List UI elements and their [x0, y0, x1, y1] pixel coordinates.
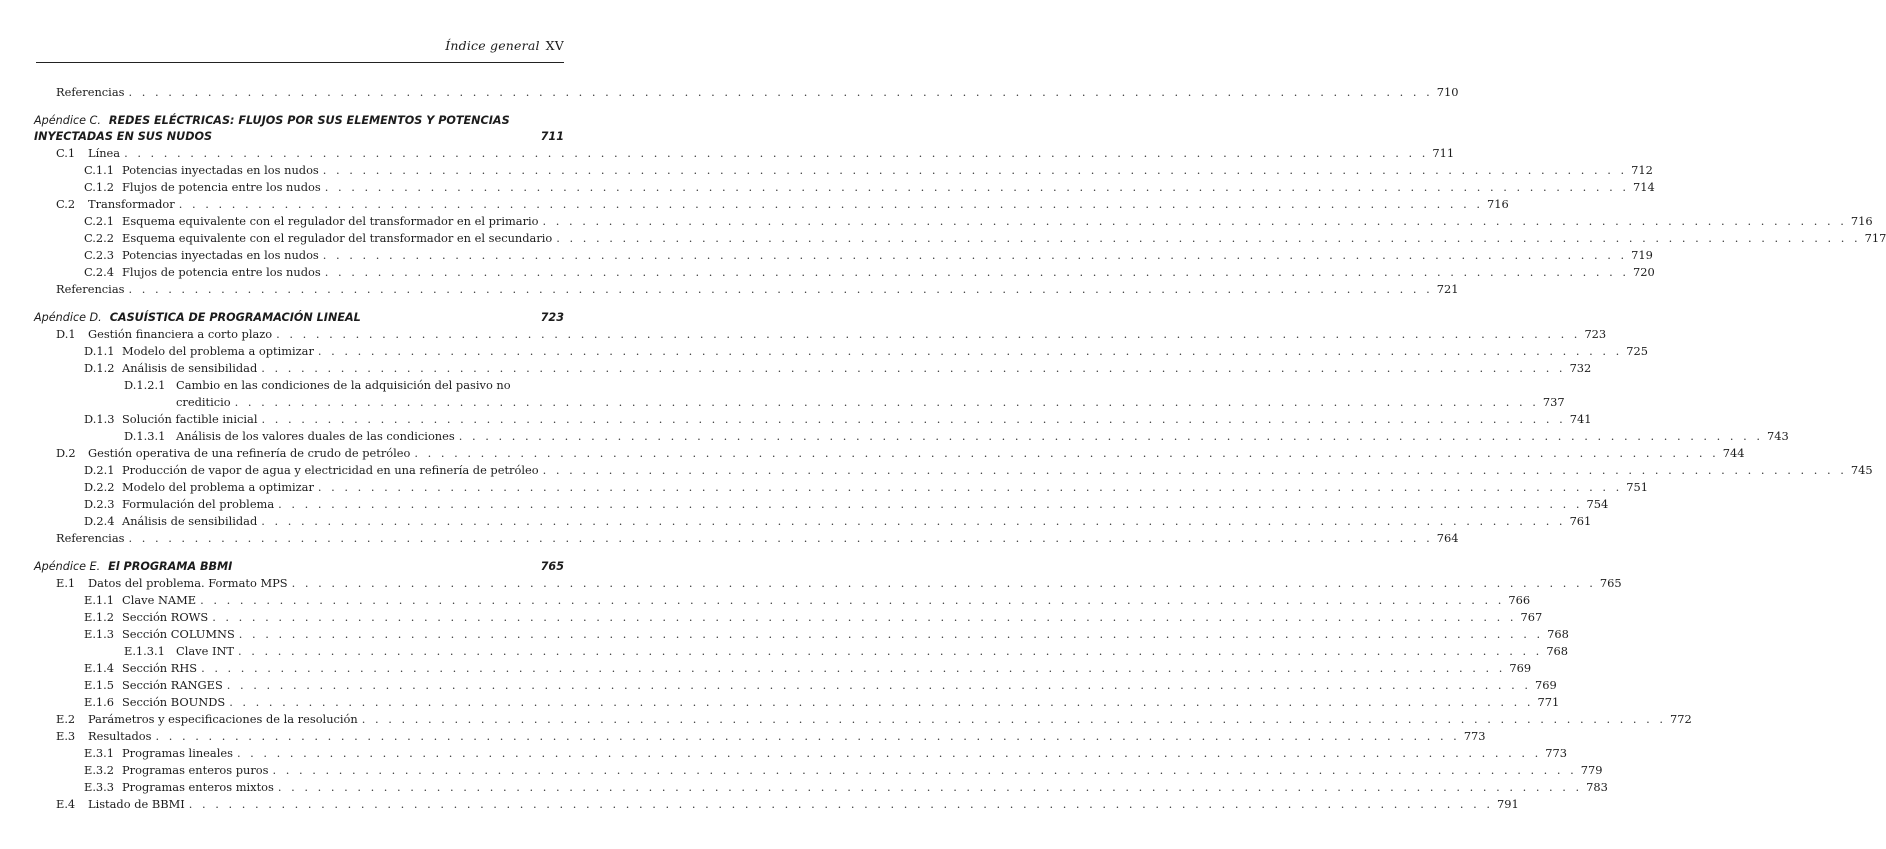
- toc-entry-number: D.2.1: [84, 463, 115, 477]
- running-head: [445, 38, 564, 53]
- dot-leader: [156, 728, 1460, 745]
- appendix-title: REDES ELÉCTRICAS: FLUJOS POR SUS ELEMENTOS Y POTENCIAS: [108, 114, 510, 127]
- appendix-title-continued: INYECTADAS EN SUS NUDOS: [34, 130, 213, 143]
- toc-entry[interactable]: [34, 711, 1692, 728]
- toc-entry-number: E.1.3.1: [124, 644, 165, 658]
- toc-entry-page: 769: [1509, 661, 1532, 675]
- dot-leader: [227, 677, 1531, 694]
- toc-entry-page: 771: [1537, 695, 1560, 709]
- toc-entry-title: Flujos de potencia entre los nudos: [122, 180, 321, 194]
- toc-entry-page: 716: [1850, 214, 1873, 228]
- references-entry[interactable]: [34, 84, 1459, 101]
- toc-entry-number: E.1.1: [84, 593, 115, 607]
- toc-entry[interactable]: [34, 326, 1607, 343]
- dot-leader: [325, 179, 1629, 196]
- toc-entry-number: E.3.2: [84, 763, 115, 777]
- toc-entry[interactable]: [34, 496, 1609, 513]
- toc-entry-page: 743: [1767, 429, 1789, 443]
- toc-entry-number: E.2: [56, 712, 76, 726]
- table-of-contents: [34, 84, 1886, 813]
- dot-leader: [128, 530, 1432, 547]
- dot-leader: [128, 281, 1432, 298]
- toc-entry-title: Solución factible inicial: [122, 412, 258, 426]
- toc-entry-number: E.1: [56, 576, 76, 590]
- toc-entry-title: Formulación del problema: [122, 497, 275, 511]
- toc-entry-title: Línea: [88, 146, 121, 160]
- toc-entry[interactable]: [34, 343, 1648, 360]
- toc-entry-number: C.1.2: [84, 180, 115, 194]
- toc-entry[interactable]: [34, 694, 1560, 711]
- toc-entry-page: 723: [1584, 327, 1607, 341]
- toc-entry[interactable]: [34, 592, 1531, 609]
- toc-entry-number: E.3.1: [84, 746, 115, 760]
- toc-entry-number: C.2.4: [84, 265, 115, 279]
- toc-entry-page: 754: [1586, 497, 1609, 511]
- toc-entry-number: E.1.5: [84, 678, 115, 692]
- appendix-label: Apéndice D.: [34, 311, 102, 324]
- toc-entry-number: D.2.2: [84, 480, 115, 494]
- dot-leader: [278, 496, 1582, 513]
- dot-leader: [318, 343, 1622, 360]
- dot-leader: [414, 445, 1718, 462]
- toc-entry[interactable]: [34, 643, 1569, 660]
- toc-entry-title: Análisis de sensibilidad: [122, 361, 258, 375]
- toc-entry-number: C.1.1: [84, 163, 115, 177]
- toc-entry[interactable]: [34, 677, 1557, 694]
- toc-entry-page: 711: [1432, 146, 1455, 160]
- toc-entry-page: 714: [1633, 180, 1655, 194]
- references-entry[interactable]: [34, 530, 1459, 547]
- dot-leader: [229, 694, 1533, 711]
- toc-entry-page: 773: [1463, 729, 1486, 743]
- toc-entry-number: E.4: [56, 797, 76, 811]
- toc-entry-title: Programas enteros mixtos: [122, 780, 274, 794]
- toc-entry-number: D.1.2.1: [124, 378, 166, 392]
- toc-entry[interactable]: [34, 660, 1532, 677]
- toc-entry[interactable]: [34, 230, 1886, 247]
- toc-entry-title: Potencias inyectadas en los nudos: [122, 248, 319, 262]
- dot-leader: [325, 264, 1629, 281]
- dot-leader: [459, 428, 1763, 445]
- toc-entry-page: 791: [1497, 797, 1519, 811]
- toc-entry-title: Flujos de potencia entre los nudos: [122, 265, 321, 279]
- toc-entry[interactable]: [34, 779, 1608, 796]
- toc-entry-number: D.1.2: [84, 361, 115, 375]
- toc-entry-title: Programas enteros puros: [122, 763, 269, 777]
- toc-entry-page: 745: [1850, 463, 1873, 477]
- appendix-title: El PROGRAMA BBMI: [108, 560, 233, 573]
- toc-entry-title: Datos del problema. Formato MPS: [88, 576, 288, 590]
- toc-entry[interactable]: [34, 513, 1592, 530]
- toc-entry-title: Gestión operativa de una refinería de crudo de petróleo: [88, 446, 411, 460]
- toc-entry[interactable]: [34, 462, 1873, 479]
- toc-entry[interactable]: [34, 796, 1519, 813]
- toc-entry-page: 769: [1535, 678, 1557, 692]
- toc-entry-number: E.1.6: [84, 695, 115, 709]
- toc-entry-page: 719: [1631, 248, 1653, 262]
- toc-entry[interactable]: [34, 247, 1653, 264]
- toc-entry-number: C.2.1: [84, 214, 115, 228]
- dot-leader: [556, 230, 1860, 247]
- appendix-label: Apéndice E.: [34, 560, 101, 573]
- toc-entry-page: 751: [1626, 480, 1648, 494]
- dot-leader: [239, 626, 1543, 643]
- toc-entry-title: Programas lineales: [122, 746, 233, 760]
- toc-entry-title: Sección RHS: [122, 661, 198, 675]
- toc-entry-page: 717: [1864, 231, 1886, 245]
- appendix-heading[interactable]: [34, 310, 564, 326]
- toc-entry-title: Listado de BBMI: [88, 797, 185, 811]
- dot-leader: [124, 145, 1428, 162]
- toc-entry-title: Referencias: [56, 282, 125, 296]
- toc-entry-page: 725: [1626, 344, 1648, 358]
- header-rule: [36, 62, 564, 63]
- toc-entry-page: 720: [1633, 265, 1655, 279]
- appendix-page: 711: [540, 130, 564, 143]
- toc-entry-number: D.1.3: [84, 412, 115, 426]
- toc-entry-page: 767: [1520, 610, 1543, 624]
- toc-entry-title: Clave NAME: [122, 593, 197, 607]
- toc-entry-title: Parámetros y especificaciones de la resolución: [88, 712, 358, 726]
- toc-entry-title: Clave INT: [176, 644, 235, 658]
- references-entry[interactable]: [34, 281, 1459, 298]
- dot-leader: [212, 609, 1516, 626]
- toc-entry-page: 765: [1599, 576, 1622, 590]
- toc-entry-number: D.1: [56, 327, 76, 341]
- toc-entry-page: 766: [1508, 593, 1531, 607]
- toc-entry-page: 768: [1547, 627, 1569, 641]
- toc-entry[interactable]: [34, 762, 1603, 779]
- toc-entry-title: Transformador: [88, 197, 175, 211]
- dot-leader: [128, 84, 1432, 101]
- appendix-page: 723: [540, 311, 564, 324]
- dot-leader: [276, 326, 1580, 343]
- toc-entry-title: Sección RANGES: [122, 678, 223, 692]
- toc-entry[interactable]: [34, 145, 1455, 162]
- toc-entry[interactable]: [34, 360, 1592, 377]
- toc-entry-page: 773: [1545, 746, 1567, 760]
- toc-entry[interactable]: [34, 377, 1565, 411]
- appendix-label: Apéndice C.: [34, 114, 101, 127]
- toc-entry-title: Sección BOUNDS: [122, 695, 226, 709]
- toc-entry[interactable]: [34, 609, 1543, 626]
- running-head-page-number: XV: [545, 38, 564, 53]
- toc-entry-title: Cambio en las condiciones de la adquisición del pasivo no: [176, 378, 511, 392]
- toc-entry[interactable]: [34, 428, 1789, 445]
- toc-entry-page: 768: [1546, 644, 1569, 658]
- toc-entry-number: C.2.3: [84, 248, 115, 262]
- toc-entry[interactable]: [34, 479, 1648, 496]
- toc-entry-title-continued: crediticio: [176, 395, 231, 409]
- toc-entry-title: Gestión financiera a corto plazo: [88, 327, 273, 341]
- toc-entry[interactable]: [34, 162, 1653, 179]
- toc-entry[interactable]: [34, 445, 1745, 462]
- toc-entry-number: D.2: [56, 446, 76, 460]
- toc-entry-title: Referencias: [56, 531, 125, 545]
- toc-entry-page: 732: [1569, 361, 1592, 375]
- toc-entry-title: Modelo del problema a optimizar: [122, 480, 314, 494]
- toc-entry[interactable]: [34, 196, 1509, 213]
- dot-leader: [261, 360, 1565, 377]
- dot-leader: [318, 479, 1622, 496]
- dot-leader: [189, 796, 1493, 813]
- toc-entry-number: D.2.4: [84, 514, 115, 528]
- toc-entry-page: 744: [1722, 446, 1745, 460]
- dot-leader: [201, 660, 1505, 677]
- toc-entry[interactable]: [34, 179, 1655, 196]
- appendix-title: CASUÍSTICA DE PROGRAMACIÓN LINEAL: [109, 311, 361, 324]
- toc-entry-page: 710: [1436, 85, 1459, 99]
- dot-leader: [362, 711, 1666, 728]
- toc-entry-number: C.1: [56, 146, 76, 160]
- toc-entry[interactable]: [34, 264, 1655, 281]
- toc-entry[interactable]: [34, 411, 1592, 428]
- toc-entry-page: 716: [1487, 197, 1509, 211]
- toc-entry-page: 712: [1631, 163, 1653, 177]
- toc-entry-title: Sección ROWS: [122, 610, 209, 624]
- toc-entry-page: 772: [1670, 712, 1692, 726]
- toc-entry-title: Esquema equivalente con el regulador del transformador en el secundario: [122, 231, 553, 245]
- dot-leader: [261, 513, 1565, 530]
- appendix-heading[interactable]: [34, 113, 564, 145]
- toc-entry-title: Análisis de los valores duales de las condiciones: [176, 429, 455, 443]
- dot-leader: [237, 745, 1541, 762]
- toc-entry-number: C.2: [56, 197, 76, 211]
- toc-entry-title: Producción de vapor de agua y electricidad en una refinería de petróleo: [122, 463, 539, 477]
- toc-entry-title: Sección COLUMNS: [122, 627, 235, 641]
- toc-entry[interactable]: [34, 213, 1873, 230]
- toc-entry-page: 737: [1542, 395, 1565, 409]
- toc-entry-number: E.3.3: [84, 780, 115, 794]
- toc-entry-page: 721: [1436, 282, 1459, 296]
- dot-leader: [179, 196, 1483, 213]
- running-head-title: Índice general: [445, 38, 540, 53]
- toc-entry-page: 779: [1580, 763, 1603, 777]
- toc-entry-number: E.1.2: [84, 610, 115, 624]
- toc-entry-number: D.1.3.1: [124, 429, 166, 443]
- toc-entry-page: 764: [1436, 531, 1459, 545]
- dot-leader: [238, 643, 1542, 660]
- toc-entry-page: 761: [1569, 514, 1592, 528]
- toc-entry-number: C.2.2: [84, 231, 115, 245]
- appendix-page: 765: [540, 560, 564, 573]
- dot-leader: [273, 762, 1577, 779]
- toc-entry-title: Resultados: [88, 729, 152, 743]
- dot-leader: [261, 411, 1565, 428]
- toc-entry-number: E.1.3: [84, 627, 115, 641]
- toc-entry-title: Esquema equivalente con el regulador del transformador en el primario: [122, 214, 539, 228]
- toc-entry-title: Análisis de sensibilidad: [122, 514, 258, 528]
- dot-leader: [323, 162, 1627, 179]
- appendix-heading[interactable]: [34, 559, 564, 575]
- dot-leader: [543, 462, 1847, 479]
- toc-entry-page: 741: [1569, 412, 1592, 426]
- toc-entry-title: Potencias inyectadas en los nudos: [122, 163, 319, 177]
- dot-leader: [543, 213, 1847, 230]
- toc-entry-title: Referencias: [56, 85, 125, 99]
- toc-entry[interactable]: [34, 626, 1569, 643]
- toc-entry-number: E.3: [56, 729, 76, 743]
- dot-leader: [292, 575, 1596, 592]
- toc-entry-number: D.2.3: [84, 497, 115, 511]
- toc-entry[interactable]: [34, 745, 1567, 762]
- toc-entry[interactable]: [34, 728, 1486, 745]
- toc-entry-number: D.1.1: [84, 344, 115, 358]
- dot-leader: [200, 592, 1504, 609]
- dot-leader: [323, 247, 1627, 264]
- toc-entry-page: 783: [1586, 780, 1608, 794]
- toc-entry[interactable]: [34, 575, 1622, 592]
- dot-leader: [235, 394, 1539, 411]
- toc-entry-title: Modelo del problema a optimizar: [122, 344, 314, 358]
- toc-entry-number: E.1.4: [84, 661, 115, 675]
- dot-leader: [278, 779, 1582, 796]
